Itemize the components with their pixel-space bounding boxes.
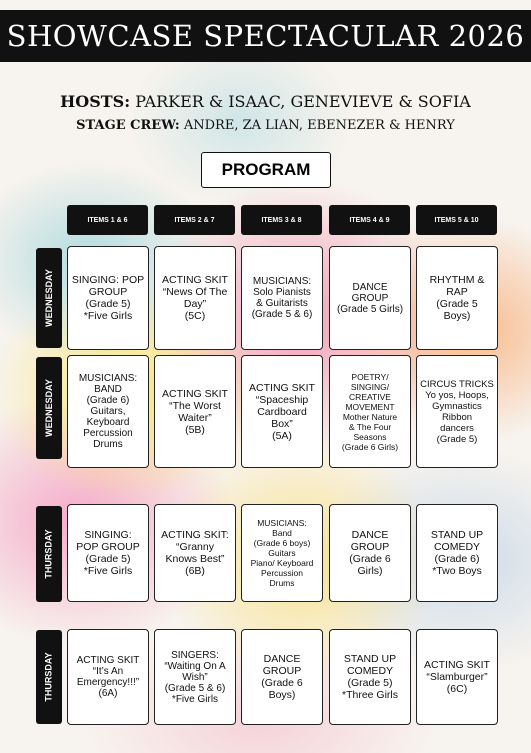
program-cell — [67, 355, 149, 468]
hosts-names: PARKER & ISAAC, GENEVIEVE & SOFIA — [130, 92, 471, 111]
program-cell — [241, 629, 323, 725]
program-cell-text: SINGING: POP GROUP (Grade 5) *Five Girls — [76, 529, 140, 577]
program-cell-text: DANCE GROUP (Grade 6 Girls) — [349, 529, 391, 577]
program-cell-text: ACTING SKIT “News Of The Day” (5C) — [162, 274, 228, 322]
program-cell-text: SINGING: POP GROUP (Grade 5) *Five Girls — [71, 274, 145, 322]
program-cell — [329, 246, 411, 350]
program-cell — [154, 355, 236, 468]
program-cell-text: MUSICIANS: Solo Pianists & Guitarists (Grade 5 & 6) — [251, 276, 313, 320]
row-day-label: WEDNESDAY — [44, 379, 54, 437]
stage-crew-names: ANDRE, ZA LIAN, EBENEZER & HENRY — [179, 118, 455, 133]
program-cell-text: MUSICIANS: BAND (Grade 6) Guitars, Keyboard Percussion Drums — [78, 373, 138, 450]
program-cell — [416, 355, 498, 468]
stage-crew-label: STAGE CREW: — [76, 118, 180, 133]
row-day-wednesday-1 — [36, 248, 62, 348]
program-cell — [329, 629, 411, 725]
column-header-items-2-7: ITEMS 2 & 7 — [154, 205, 235, 235]
column-header-items-5-10: ITEMS 5 & 10 — [416, 205, 497, 235]
program-cell-text: CIRCUS TRICKS Yo yos, Hoops, Gymnastics Ribbon dancers (Grade 5) — [420, 378, 494, 445]
page-title: SHOWCASE SPECTACULAR 2026 — [0, 10, 531, 62]
row-day-label: WEDNESDAY — [44, 269, 54, 327]
program-cell-text: DANCE GROUP (Grade 6 Boys) — [261, 653, 303, 701]
program-cell-text: STAND UP COMEDY (Grade 6) *Two Boys — [430, 529, 484, 577]
column-header-items-4-9: ITEMS 4 & 9 — [329, 205, 410, 235]
program-cell-text: ACTING SKIT “Slamburger” (6C) — [424, 659, 490, 695]
program-cell-text: DANCE GROUP (Grade 5 Girls) — [336, 281, 404, 315]
hosts-line — [0, 92, 531, 111]
program-cell — [154, 504, 236, 602]
program-cell-text: RHYTHM & RAP (Grade 5 Boys) — [429, 274, 485, 322]
program-cell — [154, 629, 236, 725]
program-heading: PROGRAM — [201, 152, 331, 188]
row-day-thursday-1 — [36, 506, 62, 602]
column-header-items-3-8: ITEMS 3 & 8 — [241, 205, 322, 235]
program-cell — [241, 246, 323, 350]
program-cell — [241, 504, 323, 602]
row-day-label: THURSDAY — [44, 529, 54, 579]
hosts-label: HOSTS: — [60, 92, 131, 111]
program-cell-text: ACTING SKIT “Spaceship Cardboard Box” (5A) — [249, 381, 315, 442]
program-cell-text: MUSICIANS: Band (Grade 6 boys) Guitars Piano/ Keyboard Percussion Drums — [250, 518, 314, 588]
program-cell-text: ACTING SKIT “It’s An Emergency!!!” (6A) — [76, 655, 140, 699]
row-day-thursday-2 — [36, 630, 62, 724]
row-day-wednesday-2 — [36, 357, 62, 459]
program-cell — [329, 355, 411, 468]
program-cell — [67, 504, 149, 602]
program-cell — [416, 629, 498, 725]
program-cell-text: STAND UP COMEDY (Grade 5) *Three Girls — [341, 653, 398, 701]
row-day-label: THURSDAY — [44, 652, 54, 702]
program-cell-text: POETRY/ SINGING/ CREATIVE MOVEMENT Mother Nature & The Four Seasons (Grade 6 Girls) — [341, 371, 399, 452]
column-header-items-1-6: ITEMS 1 & 6 — [67, 205, 148, 235]
program-cell — [329, 504, 411, 602]
program-cell-text: SINGERS: “Waiting On A Wish” (Grade 5 & 6) *Five Girls — [164, 649, 226, 705]
stage-crew-line — [0, 118, 531, 133]
program-cell-text: ACTING SKIT: “Granny Knows Best” (6B) — [161, 529, 229, 577]
program-cell — [416, 504, 498, 602]
program-cell — [67, 629, 149, 725]
program-cell — [416, 246, 498, 350]
program-cell-text: ACTING SKIT “The Worst Waiter” (5B) — [162, 387, 228, 436]
program-cell — [67, 246, 149, 350]
program-cell — [154, 246, 236, 350]
program-cell — [241, 355, 323, 468]
